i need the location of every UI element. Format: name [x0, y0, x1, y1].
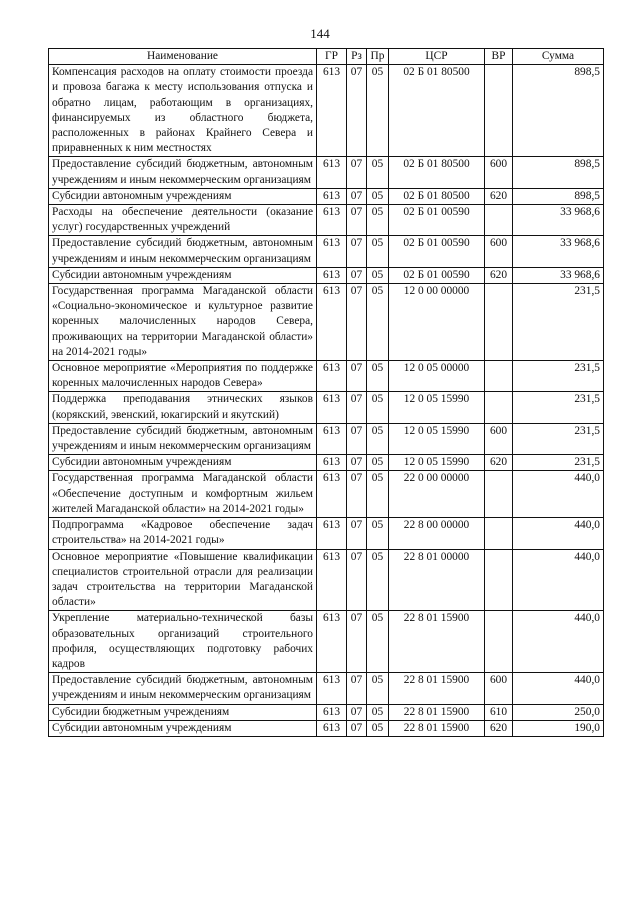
- table-row: [49, 720, 604, 736]
- cell-rz: 07: [347, 611, 367, 673]
- table-row: [49, 267, 604, 283]
- table-row: [49, 392, 604, 423]
- table-row: [49, 549, 604, 611]
- cell-name: Государственная программа Магаданской области «Обеспечение доступным и комфортным жильем жителей Магаданской области» на 2014-2021 годы»: [49, 471, 317, 518]
- cell-sum: 250,0: [513, 704, 604, 720]
- cell-name: Расходы на обеспечение деятельности (оказание услуг) государственных учреждений: [49, 205, 317, 236]
- cell-gr: 613: [317, 284, 347, 361]
- cell-csr: 12 0 00 00000: [389, 284, 485, 361]
- cell-gr: 613: [317, 392, 347, 423]
- header-name: Наименование: [49, 49, 317, 65]
- cell-name: Основное мероприятие «Мероприятия по поддержке коренных малочисленных народов Севера»: [49, 361, 317, 392]
- cell-name: Поддержка преподавания этнических языков (корякский, эвенский, юкагирский и якутский): [49, 392, 317, 423]
- cell-rz: 07: [347, 188, 367, 204]
- cell-gr: 613: [317, 704, 347, 720]
- cell-vr: [485, 361, 513, 392]
- cell-name: Субсидии автономным учреждениям: [49, 188, 317, 204]
- cell-csr: 22 8 01 15900: [389, 611, 485, 673]
- cell-rz: 07: [347, 704, 367, 720]
- cell-pr: 05: [367, 455, 389, 471]
- cell-pr: 05: [367, 471, 389, 518]
- cell-rz: 07: [347, 518, 367, 549]
- cell-sum: 440,0: [513, 549, 604, 611]
- cell-sum: 33 968,6: [513, 236, 604, 267]
- cell-name: Предоставление субсидий бюджетным, автономным учреждениям и иным некоммерческим организациям: [49, 423, 317, 454]
- table-row: [49, 236, 604, 267]
- cell-pr: 05: [367, 188, 389, 204]
- cell-gr: 613: [317, 673, 347, 704]
- table-row: [49, 157, 604, 188]
- cell-name: Субсидии автономным учреждениям: [49, 267, 317, 283]
- cell-gr: 613: [317, 720, 347, 736]
- cell-vr: 600: [485, 157, 513, 188]
- cell-gr: 613: [317, 205, 347, 236]
- table-row: [49, 423, 604, 454]
- cell-csr: 12 0 05 00000: [389, 361, 485, 392]
- cell-pr: 05: [367, 673, 389, 704]
- cell-vr: [485, 392, 513, 423]
- cell-csr: 22 8 01 15900: [389, 704, 485, 720]
- cell-name: Предоставление субсидий бюджетным, автономным учреждениям и иным некоммерческим организациям: [49, 157, 317, 188]
- cell-pr: 05: [367, 423, 389, 454]
- table-row: [49, 455, 604, 471]
- cell-rz: 07: [347, 471, 367, 518]
- header-pr: Пр: [367, 49, 389, 65]
- cell-rz: 07: [347, 267, 367, 283]
- cell-gr: 613: [317, 65, 347, 157]
- table-row: [49, 284, 604, 361]
- header-rz: Рз: [347, 49, 367, 65]
- cell-name: Основное мероприятие «Повышение квалификации специалистов строительной отрасли для реализации задач строительства на территории Магаданской области»: [49, 549, 317, 611]
- table-row: [49, 518, 604, 549]
- cell-sum: 440,0: [513, 611, 604, 673]
- cell-sum: 33 968,6: [513, 205, 604, 236]
- cell-csr: 02 Б 01 80500: [389, 65, 485, 157]
- cell-csr: 02 Б 01 00590: [389, 267, 485, 283]
- cell-csr: 22 8 00 00000: [389, 518, 485, 549]
- cell-sum: 440,0: [513, 471, 604, 518]
- cell-sum: 898,5: [513, 157, 604, 188]
- cell-csr: 22 8 01 00000: [389, 549, 485, 611]
- cell-gr: 613: [317, 611, 347, 673]
- cell-vr: [485, 549, 513, 611]
- cell-vr: 600: [485, 423, 513, 454]
- cell-pr: 05: [367, 157, 389, 188]
- cell-name: Субсидии бюджетным учреждениям: [49, 704, 317, 720]
- cell-name: Предоставление субсидий бюджетным, автономным учреждениям и иным некоммерческим организациям: [49, 673, 317, 704]
- cell-rz: 07: [347, 720, 367, 736]
- cell-sum: 231,5: [513, 392, 604, 423]
- cell-name: Субсидии автономным учреждениям: [49, 455, 317, 471]
- cell-gr: 613: [317, 157, 347, 188]
- cell-rz: 07: [347, 284, 367, 361]
- cell-sum: 898,5: [513, 65, 604, 157]
- header-csr: ЦСР: [389, 49, 485, 65]
- cell-pr: 05: [367, 65, 389, 157]
- header-gr: ГР: [317, 49, 347, 65]
- cell-pr: 05: [367, 284, 389, 361]
- table-row: [49, 704, 604, 720]
- cell-gr: 613: [317, 423, 347, 454]
- cell-vr: [485, 205, 513, 236]
- cell-rz: 07: [347, 157, 367, 188]
- cell-sum: 231,5: [513, 361, 604, 392]
- table-row: [49, 611, 604, 673]
- cell-rz: 07: [347, 236, 367, 267]
- cell-rz: 07: [347, 65, 367, 157]
- cell-pr: 05: [367, 611, 389, 673]
- cell-gr: 613: [317, 518, 347, 549]
- table-row: [49, 673, 604, 704]
- cell-gr: 613: [317, 236, 347, 267]
- cell-vr: 620: [485, 720, 513, 736]
- cell-pr: 05: [367, 704, 389, 720]
- cell-pr: 05: [367, 361, 389, 392]
- page-number: 144: [310, 26, 330, 41]
- budget-table: [48, 48, 604, 737]
- cell-sum: 231,5: [513, 423, 604, 454]
- cell-csr: 02 Б 01 00590: [389, 236, 485, 267]
- cell-csr: 02 Б 01 80500: [389, 157, 485, 188]
- cell-vr: [485, 518, 513, 549]
- cell-vr: 600: [485, 673, 513, 704]
- cell-sum: 231,5: [513, 284, 604, 361]
- cell-csr: 22 0 00 00000: [389, 471, 485, 518]
- cell-csr: 22 8 01 15900: [389, 673, 485, 704]
- cell-csr: 02 Б 01 00590: [389, 205, 485, 236]
- cell-rz: 07: [347, 455, 367, 471]
- cell-pr: 05: [367, 720, 389, 736]
- cell-vr: 600: [485, 236, 513, 267]
- table-body: [49, 65, 604, 737]
- cell-sum: 190,0: [513, 720, 604, 736]
- cell-rz: 07: [347, 361, 367, 392]
- cell-sum: 231,5: [513, 455, 604, 471]
- cell-sum: 440,0: [513, 673, 604, 704]
- cell-pr: 05: [367, 267, 389, 283]
- cell-vr: [485, 65, 513, 157]
- cell-sum: 33 968,6: [513, 267, 604, 283]
- cell-vr: [485, 284, 513, 361]
- cell-csr: 12 0 05 15990: [389, 423, 485, 454]
- cell-name: Подпрограмма «Кадровое обеспечение задач строительства» на 2014-2021 годы»: [49, 518, 317, 549]
- cell-name: Компенсация расходов на оплату стоимости проезда и провоза багажа к месту использования отпуска и обратно лицам, работающим в организациях, финансируемых из областного бюджета, расположенных в районах Крайнего Севера и приравненных к ним местностях: [49, 65, 317, 157]
- cell-vr: [485, 611, 513, 673]
- cell-vr: [485, 471, 513, 518]
- cell-sum: 440,0: [513, 518, 604, 549]
- cell-gr: 613: [317, 471, 347, 518]
- cell-gr: 613: [317, 188, 347, 204]
- cell-csr: 22 8 01 15900: [389, 720, 485, 736]
- cell-vr: 620: [485, 267, 513, 283]
- cell-gr: 613: [317, 549, 347, 611]
- cell-vr: 620: [485, 188, 513, 204]
- cell-name: Предоставление субсидий бюджетным, автономным учреждениям и иным некоммерческим организациям: [49, 236, 317, 267]
- table-row: [49, 361, 604, 392]
- cell-sum: 898,5: [513, 188, 604, 204]
- cell-pr: 05: [367, 392, 389, 423]
- cell-gr: 613: [317, 455, 347, 471]
- cell-vr: 620: [485, 455, 513, 471]
- table-row: [49, 188, 604, 204]
- cell-gr: 613: [317, 267, 347, 283]
- cell-name: Субсидии автономным учреждениям: [49, 720, 317, 736]
- header-vr: ВР: [485, 49, 513, 65]
- cell-csr: 12 0 05 15990: [389, 455, 485, 471]
- table-row: [49, 65, 604, 157]
- cell-csr: 12 0 05 15990: [389, 392, 485, 423]
- cell-gr: 613: [317, 361, 347, 392]
- header-sum: Сумма: [513, 49, 604, 65]
- cell-pr: 05: [367, 549, 389, 611]
- cell-name: Государственная программа Магаданской области «Социально-экономическое и культурное развитие коренных малочисленных народов Севера, проживающих на территории Магаданской области» на 2014-2021 годы»: [49, 284, 317, 361]
- cell-name: Укрепление материально-технической базы образовательных организаций строительного профиля, осуществляющих подготовку рабочих кадров: [49, 611, 317, 673]
- cell-rz: 07: [347, 205, 367, 236]
- cell-rz: 07: [347, 673, 367, 704]
- cell-rz: 07: [347, 392, 367, 423]
- table-row: [49, 471, 604, 518]
- cell-pr: 05: [367, 236, 389, 267]
- table-header: [49, 49, 604, 65]
- cell-vr: 610: [485, 704, 513, 720]
- cell-pr: 05: [367, 518, 389, 549]
- table-row: [49, 205, 604, 236]
- cell-pr: 05: [367, 205, 389, 236]
- cell-rz: 07: [347, 549, 367, 611]
- cell-rz: 07: [347, 423, 367, 454]
- cell-csr: 02 Б 01 80500: [389, 188, 485, 204]
